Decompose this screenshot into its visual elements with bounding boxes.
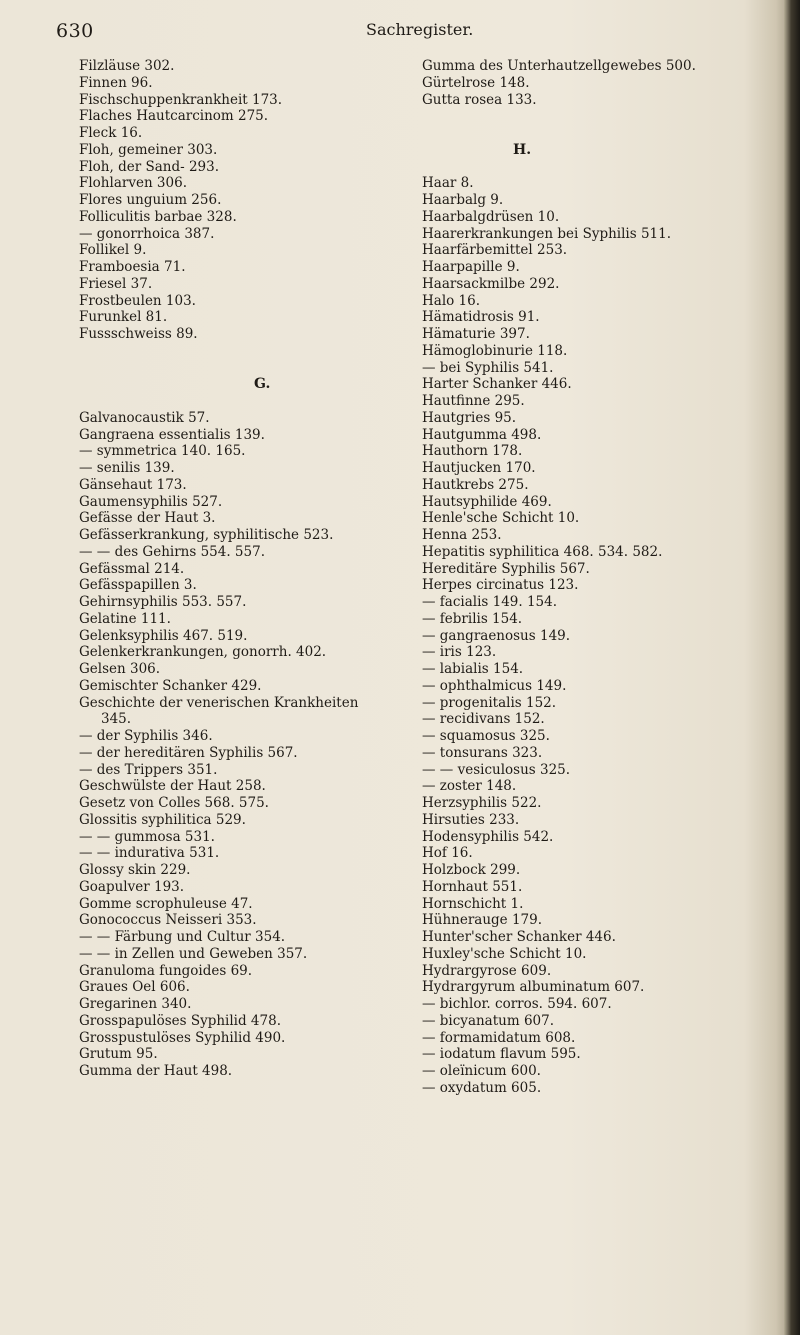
- index-entry: Haar 8.: [422, 175, 474, 192]
- index-entry: — — indurativa 531.: [79, 845, 220, 862]
- index-entry: Haarerkrankungen bei Syphilis 511.: [422, 225, 672, 242]
- index-entry: Gesetz von Colles 568. 575.: [79, 795, 269, 811]
- index-entry: — recidivans 152.: [422, 711, 545, 728]
- index-entry: Hof 16.: [422, 845, 473, 862]
- index-entry: Hydrargyrose 609.: [422, 962, 552, 979]
- index-entry: Halo 16.: [422, 292, 481, 309]
- index-entry: — — Färbung und Cultur 354.: [79, 929, 286, 945]
- index-entry: Haarbalgdrüsen 10.: [422, 208, 560, 225]
- index-entry: — progenitalis 152.: [422, 694, 557, 711]
- index-entry: Hämaturie 397.: [422, 326, 530, 342]
- index-entry: Hautsyphilide 469.: [422, 493, 552, 510]
- section-letter-heading: H.: [513, 141, 532, 158]
- index-entry: Huxley'sche Schicht 10.: [422, 945, 587, 962]
- index-entry: Hunter'scher Schanker 446.: [422, 929, 616, 945]
- index-entry: — ophthalmicus 149.: [422, 677, 567, 694]
- index-entry: Haarpapille 9.: [422, 259, 520, 275]
- index-entry: Gutta rosea 133.: [422, 91, 537, 108]
- page-header: [0, 20, 800, 50]
- index-entry: — der hereditären Syphilis 567.: [79, 744, 298, 761]
- index-entry: — gonorrhoica 387.: [79, 225, 215, 242]
- index-entry: Floh, der Sand- 293.: [79, 158, 220, 175]
- index-entry: Geschichte der venerischen Krankheiten: [79, 694, 359, 711]
- index-entry: — bichlor. corros. 594. 607.: [422, 996, 612, 1012]
- spacer: [79, 393, 394, 410]
- index-entry: Friesel 37.: [79, 275, 153, 292]
- index-entry: Gumma des Unterhautzellgewebes 500.: [422, 58, 696, 74]
- index-entry: Gefässpapillen 3.: [79, 577, 197, 594]
- index-entry: Goapulver 193.: [79, 878, 185, 895]
- index-entry: Grosspapulöses Syphilid 478.: [79, 1012, 281, 1029]
- index-entry: — — in Zellen und Geweben 357.: [79, 945, 308, 962]
- index-entry: Fleck 16.: [79, 125, 143, 141]
- section-letter-heading: G.: [254, 376, 271, 393]
- index-entry: — — des Gehirns 554. 557.: [79, 543, 265, 560]
- index-entry: — iris 123.: [422, 644, 497, 661]
- index-entry: Glossy skin 229.: [79, 862, 191, 878]
- index-entry: — tonsurans 323.: [422, 744, 543, 761]
- index-entry: Harter Schanker 446.: [422, 376, 572, 393]
- index-entry: Gonococcus Neisseri 353.: [79, 912, 257, 929]
- index-entry: Haarfärbemittel 253.: [422, 242, 568, 259]
- index-entry: Hautjucken 170.: [422, 460, 536, 476]
- index-entry: Gregarinen 340.: [79, 996, 192, 1012]
- index-entry: Gangraena essentialis 139.: [79, 426, 265, 443]
- index-column-left: [79, 58, 394, 1080]
- page-number: 630: [56, 20, 94, 42]
- index-entry: Gomme scrophuleuse 47.: [79, 895, 253, 912]
- spacer: [79, 360, 394, 377]
- index-entry: Haarsackmilbe 292.: [422, 275, 560, 292]
- index-entry: — senilis 139.: [79, 460, 175, 476]
- index-entry: — gangraenosus 149.: [422, 627, 571, 644]
- index-entry: Gefässe der Haut 3.: [79, 510, 216, 527]
- index-entry: Galvanocaustik 57.: [79, 409, 210, 426]
- index-entry: Granuloma fungoides 69.: [79, 962, 253, 979]
- index-entry: — febrilis 154.: [422, 610, 523, 627]
- index-entry: — symmetrica 140. 165.: [79, 443, 246, 460]
- index-column-right: [422, 58, 772, 1097]
- index-entry: Hereditäre Syphilis 567.: [422, 560, 590, 577]
- index-entry: Gelatine 111.: [79, 610, 171, 627]
- index-entry: Follikel 9.: [79, 242, 147, 259]
- index-entry: Floh, gemeiner 303.: [79, 141, 218, 158]
- index-entry-continuation: 345.: [101, 711, 132, 728]
- spacer: [422, 125, 772, 142]
- spacer: [422, 108, 772, 125]
- index-entry: Hühnerauge 179.: [422, 912, 543, 929]
- index-entry: Herzsyphilis 522.: [422, 795, 542, 811]
- index-entry: Henna 253.: [422, 527, 502, 543]
- index-entry: — labialis 154.: [422, 661, 524, 677]
- index-entry: Gefässmal 214.: [79, 560, 185, 577]
- index-entry: — oleïnicum 600.: [422, 1063, 541, 1079]
- index-entry: Haarbalg 9.: [422, 192, 504, 208]
- index-entry: Gelenksyphilis 467. 519.: [79, 627, 248, 644]
- spacer: [422, 159, 772, 176]
- index-entry: Flohlarven 306.: [79, 175, 187, 192]
- index-entry: Gefässerkrankung, syphilitische 523.: [79, 527, 334, 543]
- index-entry: Glossitis syphilitica 529.: [79, 811, 246, 828]
- index-entry: Flaches Hautcarcinom 275.: [79, 108, 269, 125]
- index-entry: Grutum 95.: [79, 1046, 158, 1063]
- index-entry: Gaumensyphilis 527.: [79, 493, 223, 510]
- index-entry: Gürtelrose 148.: [422, 74, 530, 91]
- index-entry: — — vesiculosus 325.: [422, 761, 571, 778]
- index-entry: Fussschweiss 89.: [79, 326, 198, 342]
- index-entry: Hirsuties 233.: [422, 811, 520, 828]
- index-entry: Folliculitis barbae 328.: [79, 208, 237, 225]
- index-entry: Hodensyphilis 542.: [422, 828, 554, 845]
- page-edge-shadow: [784, 0, 800, 1335]
- index-entry: Henle'sche Schicht 10.: [422, 510, 580, 527]
- index-entry: Hornhaut 551.: [422, 878, 523, 895]
- spacer: [79, 343, 394, 360]
- index-entry: Gelenkerkrankungen, gonorrh. 402.: [79, 644, 327, 661]
- index-entry: Furunkel 81.: [79, 309, 168, 326]
- index-entry: Flores unguium 256.: [79, 192, 222, 208]
- index-entry: Hämatidrosis 91.: [422, 309, 540, 326]
- index-entry: Finnen 96.: [79, 74, 153, 91]
- index-entry: Graues Oel 606.: [79, 979, 190, 996]
- index-entry: — formamidatum 608.: [422, 1029, 576, 1046]
- index-entry: — — gummosa 531.: [79, 828, 215, 845]
- index-entry: Gumma der Haut 498.: [79, 1063, 233, 1079]
- index-entry: Framboesia 71.: [79, 259, 186, 275]
- index-entry: Hämoglobinurie 118.: [422, 342, 568, 359]
- index-entry: — der Syphilis 346.: [79, 728, 213, 744]
- index-entry: Hydrargyrum albuminatum 607.: [422, 979, 645, 996]
- index-entry: — des Trippers 351.: [79, 761, 218, 778]
- index-entry: — bicyanatum 607.: [422, 1012, 555, 1029]
- index-entry: Holzbock 299.: [422, 862, 521, 878]
- index-entry: — squamosus 325.: [422, 728, 550, 744]
- index-entry: Gänsehaut 173.: [79, 476, 187, 493]
- index-entry: — iodatum flavum 595.: [422, 1046, 581, 1063]
- running-title: Sachregister.: [366, 20, 474, 39]
- index-entry: — oxydatum 605.: [422, 1079, 542, 1096]
- index-entry: Gelsen 306.: [79, 661, 161, 677]
- index-entry: Herpes circinatus 123.: [422, 577, 579, 594]
- index-entry: Gehirnsyphilis 553. 557.: [79, 594, 247, 610]
- index-entry: Grosspustulöses Syphilid 490.: [79, 1029, 286, 1046]
- index-entry: Hautkrebs 275.: [422, 476, 529, 493]
- index-entry: — zoster 148.: [422, 778, 517, 795]
- index-entry: Frostbeulen 103.: [79, 292, 196, 309]
- index-entry: Geschwülste der Haut 258.: [79, 778, 266, 795]
- index-entry: — bei Syphilis 541.: [422, 359, 554, 376]
- index-entry: Gemischter Schanker 429.: [79, 677, 262, 694]
- index-entry: Hautfinne 295.: [422, 393, 525, 409]
- index-entry: Filzläuse 302.: [79, 58, 175, 74]
- index-entry: Hautgumma 498.: [422, 426, 542, 443]
- index-entry: Hornschicht 1.: [422, 895, 524, 912]
- index-entry: Hepatitis syphilitica 468. 534. 582.: [422, 543, 663, 560]
- index-entry: — facialis 149. 154.: [422, 594, 558, 610]
- index-entry: Fischschuppenkrankheit 173.: [79, 91, 283, 108]
- index-entry: Hauthorn 178.: [422, 443, 523, 460]
- index-entry: Hautgries 95.: [422, 409, 517, 426]
